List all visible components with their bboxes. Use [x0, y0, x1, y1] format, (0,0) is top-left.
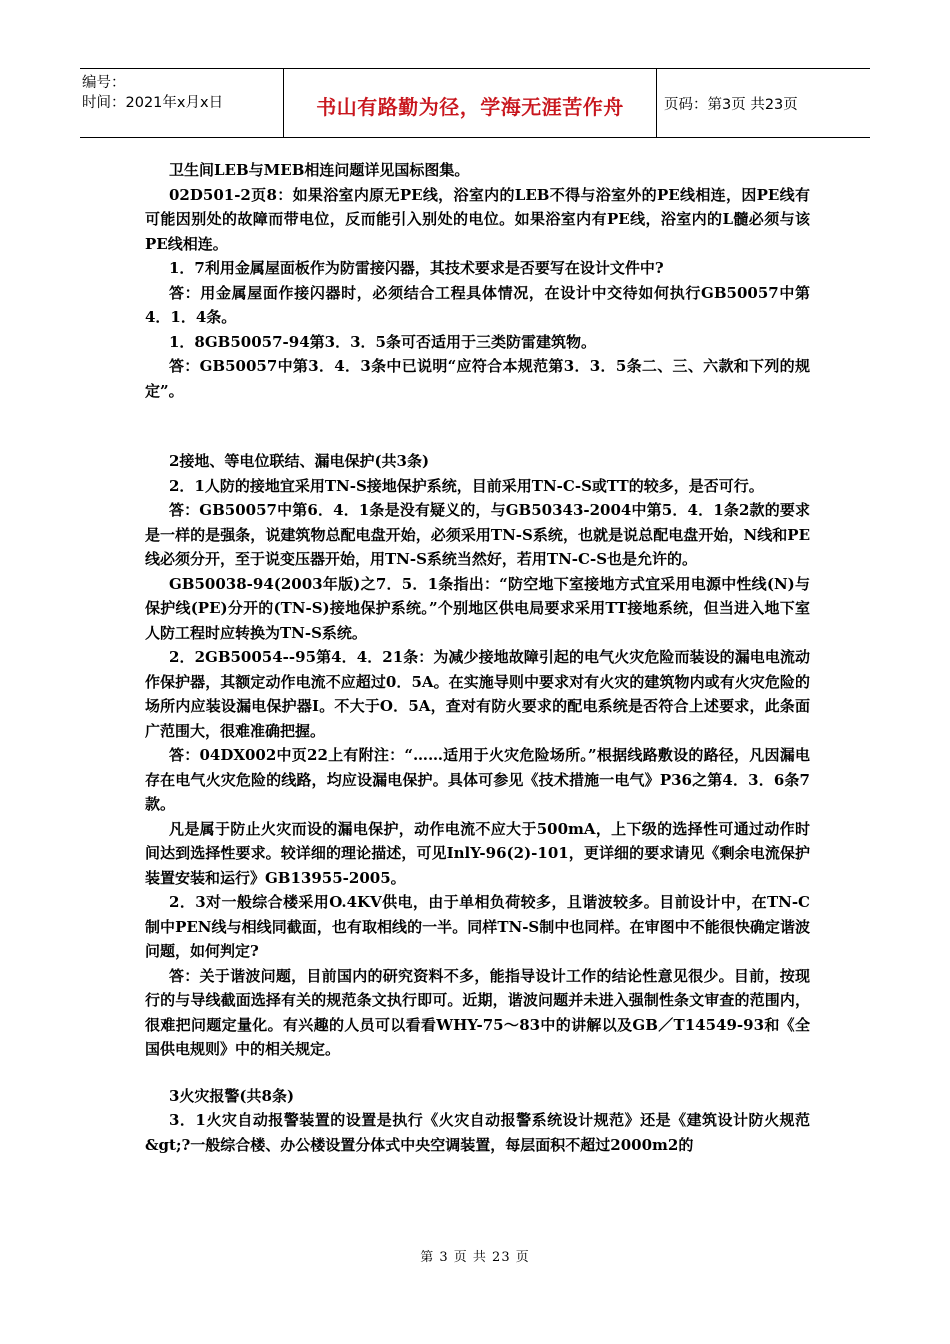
question-heading: 2．1人防的接地宜采用TN-S接地保护系统，目前采用TN-C-S或TT的较多，是否可行。: [169, 476, 764, 495]
document-number-label: 编号：: [82, 75, 126, 91]
section-gap: [145, 403, 810, 449]
section-heading: 2接地、等电位联结、漏电保护(共3条): [169, 452, 430, 470]
header-motto: 书山有路勤为径，学海无涯苦作舟: [316, 95, 624, 119]
body-paragraph: 02D501-2页8：如果浴室内原无PE线，浴室内的LEB不得与浴室外的PE线相连，因PE线有可能因别处的故障而带电位，反而能引入别处的电位。如果浴室内有PE线，浴室内的L髓必须与该PE线相连。: [145, 185, 810, 253]
header-page-cell: [657, 69, 870, 137]
page-footer: 第 3 页 共 23 页: [420, 1250, 530, 1265]
section-gap: [145, 1062, 810, 1084]
question-heading: 2．3对一般综合楼采用O.4KV供电，由于单相负荷较多，且谐波较多。目前设计中，在TN-C制中PEN线与相线同截面，也有取相线的一半。同样TN-S制中也同样。在审图中不能很快确定谐波问题，如何判定?: [145, 893, 810, 960]
document-time-label: 时间：2021年x月x日: [82, 95, 224, 111]
question-heading: 1．7利用金属屋面板作为防雷接闪器，其技术要求是否要写在设计文件中?: [169, 259, 664, 277]
header-motto-cell: [284, 69, 657, 137]
body-paragraph: 凡是属于防止火灾而设的漏电保护，动作电流不应大于500mA，上下级的选择性可通过动作时间达到选择性要求。较详细的理论描述，可见InlY-96(2)-101，更详细的要求请见《剩余电流保护装置安装和运行》GB13955-2005。: [145, 819, 810, 887]
answer-paragraph: 答：04DX002中页22上有附注：“……适用于火灾危险场所。”根据线路敷设的路径，凡因漏电存在电气火灾危险的线路，均应设漏电保护。具体可参见《技术措施一电气》P36之第4．3．6条7款。: [145, 746, 810, 813]
answer-paragraph: 答：GB50057中第3．4．3条中已说明“应符合本规范第3．3．5条二、三、六款和下列的规定”。: [145, 357, 810, 400]
question-heading: 3．1火灾自动报警装置的设置是执行《火灾自动报警系统设计规范》还是《建筑设计防火规范&gt;?一般综合楼、办公楼设置分体式中央空调装置，每层面积不超过2000m2的: [145, 1111, 810, 1154]
header-meta-cell: [80, 69, 284, 137]
page-header: [80, 68, 870, 138]
answer-paragraph: 答：用金属屋面作接闪器时，必须结合工程具体情况，在设计中交待如何执行GB50057中第4．1．4条。: [145, 283, 810, 326]
body-paragraph: 卫生间LEB与MEB相连问题详见国标图集。: [169, 161, 470, 179]
answer-paragraph: 答：GB50057中第6．4．1条是没有疑义的，与GB50343-2004中第5．4．1条2款的要求是一样的是强条，说建筑物总配电盘开始，必须采用TN-S系统，也就是说总配电盘开始，N线和PE线必须分开，至于说变压器开始，用TN-S系统当然好，若用TN-C-S也是允许的。: [145, 501, 810, 568]
question-heading: 2．2GB50054--95第4．4．21条：为减少接地故障引起的电气火灾危险而装设的漏电电流动作保护器，其额定动作电流不应超过0．5A。在实施导则中要求对有火灾的建筑物内或有火灾危险的场所内应装设漏电保护器I。不大于O．5A，査对有防火要求的配电系统是否符合上述要求，此条面广范围大，很难准确把握。: [145, 648, 810, 740]
body-paragraph: GB50038-94(2003年版)之7．5．1条指出：“防空地下室接地方式宜采用电源中性线(N)与保护线(PE)分开的(TN-S)接地保护系统。”个别地区供电局要求采用TT接地系统，但当进入地下室人防工程时应转换为TN-S系统。: [145, 574, 810, 642]
header-page-number: 页码：第3页 共23页: [664, 97, 798, 113]
answer-paragraph: 答：关于谐波问题，目前国内的研究资料不多，能指导设计工作的结论性意见很少。目前，按现行的与导线截面选择有关的规范条文执行即可。近期，谐波问题并未进入强制性条文审查的范围内，很难把问题定量化。有兴趣的人员可以看看WHY-75～83中的讲解以及GB／T14549-93和《全国供电规则》中的相关规定。: [145, 966, 810, 1058]
question-heading: 1．8GB50057-94第3．3．5条可否适用于三类防雷建筑物。: [169, 332, 596, 351]
section-heading: 3火灾报警(共8条): [169, 1086, 295, 1105]
document-body: [145, 158, 810, 1157]
